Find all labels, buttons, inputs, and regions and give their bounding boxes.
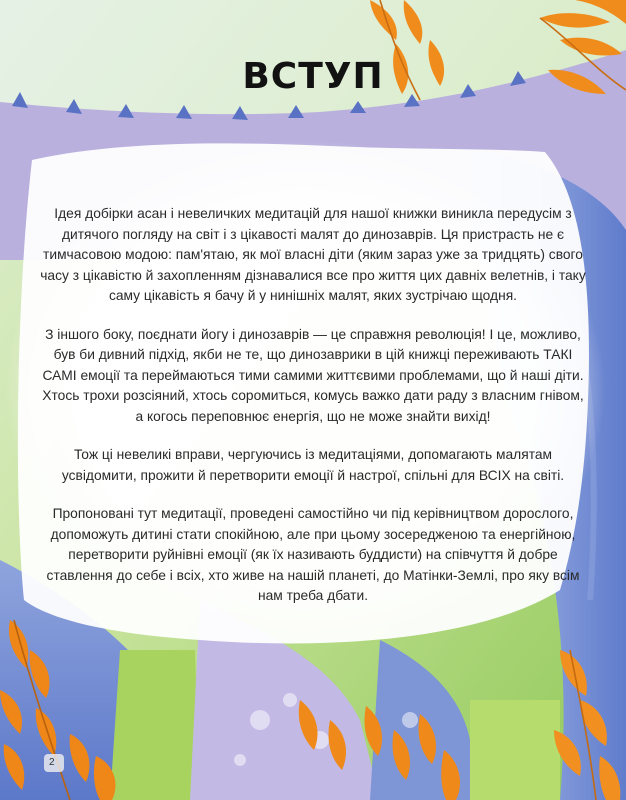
paragraph-4: Пропоновані тут медитації, проведені самостійно чи під керівництвом дорослого, допоможуть дитині стати спокійною, але при цьому зосередженою та енергійною, перетворити руйнівні емоції (як їх називають буддисти) на співчуття й добре ставлення до себе і всіх, хто живе на нашій планеті, до Матінки-Землі, про яку всім нам треба дбати. bbox=[46, 506, 580, 603]
intro-text bbox=[40, 204, 586, 625]
page-number: 2 bbox=[49, 757, 55, 768]
paragraph-1: Ідея добірки асан і невеличких медитацій для нашої книжки виникла передусім з дитячого погляду на світ і з цікавості малят до динозаврів. Ця пристрасть не є тимчасовою модою: пам'ятаю, як мої власні діти (яким зараз уже за тридцять) свого часу з цікавістю й захопленням дізнавалися все про життя цих давніх велетнів, і таку саму цікавість я бачу й у нинішніх малят, яких зустрічаю щодня. bbox=[40, 206, 586, 303]
page-title: ВСТУП bbox=[242, 56, 384, 97]
paragraph-3: Тож ці невеликі вправи, чергуючись із медитаціями, допомагають малятам усвідомити, прожити й перетворити емоції й настрої, спільні для ВСІХ на світі. bbox=[61, 447, 565, 483]
paragraph-2: З іншого боку, поєднати йогу і динозаврів — це справжня революція! І це, можливо, був би дивний підхід, якби не те, що динозаврики в цій книжці переживають ТАКІ САМІ емоції та переймаються тими самими життєвими проблемами, що й наші діти. Хтось трохи розсіяний, хтось соромиться, комусь важко дати раду з власним гнівом, а когось переповнює енергія, що не може знайти вихід! bbox=[42, 326, 584, 424]
